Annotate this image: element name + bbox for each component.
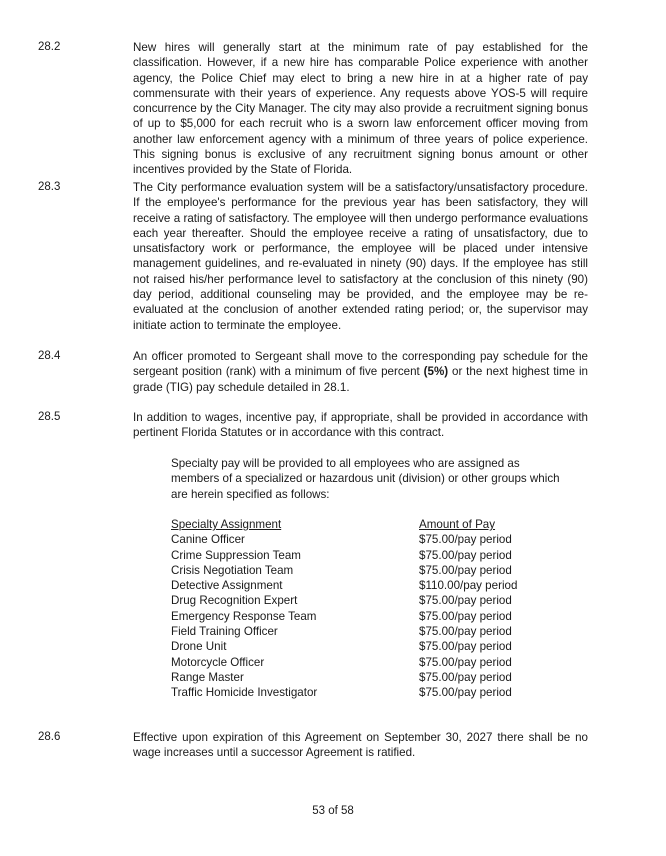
section-text: Effective upon expiration of this Agreement on September 30, 2027 there shall be no wage increases until a successor Agreement is ratified. (133, 731, 588, 760)
section-number: 28.2 (38, 41, 61, 53)
section-text-part: or the next highest time in grade (TIG) pay schedule detailed in 28.1. (133, 365, 589, 394)
section-text: The City performance evaluation system will be a satisfactory/unsatisfactory procedure. If the employee's performance for the previous year has been satisfactory, they will receive a rating of satisfactory. The employee will then undergo performance evaluations each year thereafter. Should the employee receive a rating of unsatisfactory, due to unsatisfactory work or performance, the employee will be placed under intensive management guidelines, and re-evaluated in ninety (90) days. If the employee has still not raised his/her performance level to satisfactory at the conclusion of this ninety (90) day period, additional counseling may be provided, and the employee may be re-evaluated at the conclusion of another extended rating period; or, the supervisor may initiate action to terminate the employee. (133, 181, 588, 332)
pay-cell: $75.00/pay period (419, 594, 512, 608)
assignment-cell: Range Master (171, 670, 244, 684)
table-row (171, 624, 571, 639)
assignment-cell: Traffic Homicide Investigator (171, 686, 318, 700)
pay-cell: $75.00/pay period (419, 609, 512, 623)
assignment-cell: Drug Recognition Expert (171, 594, 298, 608)
assignment-cell: Crime Suppression Team (171, 548, 301, 562)
column-header (419, 517, 495, 532)
pay-cell: $75.00/pay period (419, 563, 512, 577)
assignment-cell: Canine Officer (171, 533, 245, 547)
section-number: 28.4 (38, 350, 61, 362)
column-header (171, 517, 419, 532)
page-number: 53 of 58 (312, 805, 354, 817)
table-row (171, 655, 571, 670)
section-text: In addition to wages, incentive pay, if appropriate, shall be provided in accordance with pertinent Florida Statutes or in accordance with this contract. (133, 411, 588, 440)
table-row (171, 548, 571, 563)
table-row (171, 670, 571, 685)
header-text: Specialty Assignment (171, 518, 282, 531)
assignment-cell: Crisis Negotiation Team (171, 563, 294, 577)
pay-cell: $75.00/pay period (419, 686, 512, 700)
assignment-cell: Field Training Officer (171, 625, 278, 639)
section-number: 28.5 (38, 411, 61, 423)
specialty-intro: Specialty pay will be provided to all employees who are assigned as members of a specialized or hazardous unit (division) or other groups which are herein specified as follows: (171, 457, 560, 501)
pay-cell: $110.00/pay period (419, 579, 518, 593)
table-row (171, 593, 571, 608)
pay-cell: $75.00/pay period (419, 655, 512, 669)
table-row (171, 609, 571, 624)
assignment-cell: Drone Unit (171, 640, 227, 654)
table-row (171, 685, 571, 700)
assignment-cell: Emergency Response Team (171, 609, 317, 623)
specialty-pay-table (171, 517, 571, 701)
pay-cell: $75.00/pay period (419, 625, 512, 639)
section-text-part: An officer promoted to Sergeant shall move to the corresponding pay schedule for the sergeant position (rank) with a minimum of five percent (133, 350, 588, 379)
assignment-cell: Motorcycle Officer (171, 655, 265, 669)
section-number: 28.6 (38, 731, 61, 743)
assignment-cell: Detective Assignment (171, 579, 283, 593)
table-row (171, 532, 571, 547)
pay-cell: $75.00/pay period (419, 670, 512, 684)
table-row (171, 578, 571, 593)
pay-cell: $75.00/pay period (419, 548, 512, 562)
section-text (133, 349, 588, 395)
table-row (171, 639, 571, 654)
table-header-row (171, 517, 571, 532)
header-text: Amount of Pay (419, 518, 496, 531)
section-text: New hires will generally start at the minimum rate of pay established for the classification. However, if a new hire has comparable Police experience with another agency, the Police Chief may elect to bring a new hire in at a higher rate of pay commensurate with their years of experience. Any requests above YOS-5 will require concurrence by the City Manager. The city may also provide a recruitment signing bonus of up to $5,000 for each recruit who is a sworn law enforcement officer moving from another law enforcement agency with a minimum of three years of police experience. This signing bonus is exclusive of any recruitment signing bonus amount or other incentives provided by the State of Florida. (133, 41, 588, 177)
pay-cell: $75.00/pay period (419, 533, 512, 547)
pay-cell: $75.00/pay period (419, 640, 512, 654)
table-row (171, 563, 571, 578)
section-number: 28.3 (38, 181, 61, 193)
section-text-bold: (5%) (423, 365, 449, 379)
